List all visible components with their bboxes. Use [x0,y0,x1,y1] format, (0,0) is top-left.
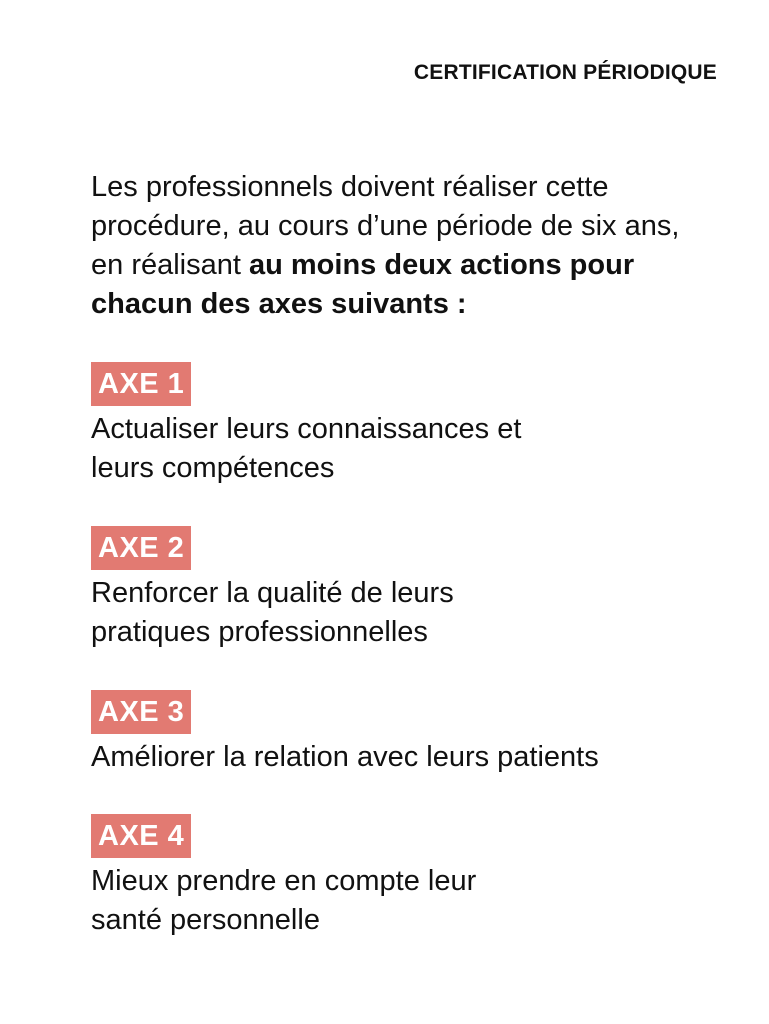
axis-3 [91,690,691,777]
axis-4-line-2: santé personnelle [91,904,320,936]
axis-1-badge: AXE 1 [91,362,191,406]
axis-2-line-2: pratiques professionnelles [91,616,428,648]
axis-3-badge: AXE 3 [91,690,191,734]
axis-2-description [91,574,691,652]
intro-text-regular: Les professionnels doivent réaliser cette procédure, au cours d’une période de six ans, en réalisant [91,171,680,281]
page-title: CERTIFICATION PÉRIODIQUE [413,61,717,84]
axis-4-line-1: Mieux prendre en compte leur [91,865,477,897]
intro-paragraph [91,168,711,324]
axis-1-line-2: leurs compétences [91,452,335,484]
axis-4-description [91,862,691,940]
axis-4-badge: AXE 4 [91,814,191,858]
axis-4 [91,814,691,940]
axis-1 [91,362,691,488]
axis-2-badge: AXE 2 [91,526,191,570]
axis-3-description [91,738,691,777]
axis-3-line-1: Améliorer la relation avec leurs patients [91,741,599,773]
axis-1-description [91,410,691,488]
axis-2 [91,526,691,652]
intro-text-bold: au moins deux actions pour chacun des axes suivants : [91,249,635,320]
axis-1-line-1: Actualiser leurs connaissances et [91,413,522,445]
axis-2-line-1: Renforcer la qualité de leurs [91,577,454,609]
